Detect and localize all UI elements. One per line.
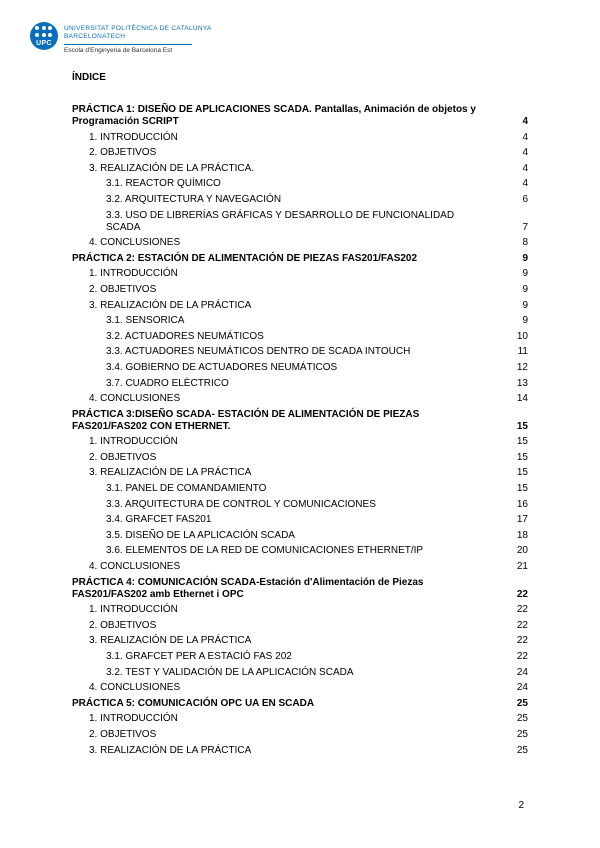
page-title: ÍNDICE [72, 72, 106, 83]
toc-entry-title: 3.3. ARQUITECTURA DE CONTROL Y COMUNICACIONES [106, 498, 376, 510]
toc-entry-page: 15 [516, 467, 528, 479]
toc-entry-page: 10 [516, 330, 528, 342]
toc-entry[interactable] [72, 698, 528, 710]
toc-entry-title: 3.4. GRAFCET FAS201 [106, 514, 212, 526]
toc-entry-page: 15 [516, 483, 528, 495]
toc-entry[interactable] [72, 237, 528, 249]
toc-entry-page: 25 [516, 728, 528, 740]
toc-entry-page: 16 [516, 498, 528, 510]
toc-entry[interactable] [72, 284, 528, 296]
toc-entry[interactable] [72, 604, 528, 616]
toc-entry-page: 4 [522, 116, 528, 127]
toc-entry[interactable] [72, 331, 528, 343]
toc-entry-title: 1. INTRODUCCIÓN [89, 713, 178, 725]
toc-entry-title: 3. REALIZACIÓN DE LA PRÁCTICA [89, 299, 252, 311]
toc-entry-title: 3.3. ACTUADORES NEUMÁTICOS DENTRO DE SCADA INTOUCH [106, 346, 411, 358]
toc-entry[interactable] [72, 346, 528, 358]
toc-entry-page: 9 [522, 268, 528, 280]
toc-entry-title: 2. OBJETIVOS [89, 283, 157, 295]
toc-entry[interactable] [72, 393, 528, 405]
toc-entry[interactable] [72, 436, 528, 448]
toc-entry-title: 3.6. ELEMENTOS DE LA RED DE COMUNICACIONES ETHERNET/IP [106, 545, 424, 557]
toc-entry-page: 9 [522, 315, 528, 327]
toc-entry-title: 2. OBJETIVOS [89, 147, 157, 159]
table-of-contents [72, 104, 528, 760]
toc-entry-page: 25 [516, 713, 528, 725]
toc-entry-page: 21 [516, 561, 528, 573]
toc-entry-page: 4 [522, 147, 528, 159]
toc-entry[interactable] [72, 499, 528, 511]
toc-entry-page: 9 [522, 283, 528, 295]
toc-entry[interactable] [72, 147, 528, 159]
logo-dots-icon [35, 26, 53, 38]
toc-entry-title: 3. REALIZACIÓN DE LA PRÁCTICA [89, 635, 252, 647]
toc-entry-title: 4. CONCLUSIONES [89, 682, 181, 694]
toc-entry-page: 15 [516, 451, 528, 463]
toc-entry-title: 3.7. CUADRO ELÈCTRICO [106, 377, 229, 389]
toc-entry-title: 3.1. REACTOR QUÍMICO [106, 178, 221, 190]
toc-entry[interactable] [72, 268, 528, 280]
toc-entry[interactable] [72, 467, 528, 479]
toc-entry[interactable] [72, 409, 528, 433]
toc-entry-title: 3.5. DISEÑO DE LA APLICACIÓN SCADA [106, 529, 295, 541]
toc-entry-title: PRÁCTICA 1: DISEÑO DE APLICACIONES SCADA. Pantallas, Animación de objetos y Programación SCRIPT [72, 104, 476, 127]
toc-entry-title: 1. INTRODUCCIÓN [89, 604, 178, 616]
toc-entry[interactable] [72, 300, 528, 312]
toc-entry-title: 3.1. PANEL DE COMANDAMIENTO [106, 483, 267, 495]
toc-entry-title: 3.2. ACTUADORES NEUMÁTICOS [106, 330, 264, 342]
toc-entry[interactable] [72, 163, 528, 175]
toc-entry-title: 1. INTRODUCCIÓN [89, 436, 178, 448]
logo-mark-text: UPC [36, 40, 52, 47]
toc-entry-title: 3. REALIZACIÓN DE LA PRÁCTICA [89, 467, 252, 479]
toc-entry-title: 4. CONCLUSIONES [89, 237, 181, 249]
toc-entry[interactable] [72, 362, 528, 374]
toc-entry[interactable] [72, 545, 528, 557]
toc-entry-title: 4. CONCLUSIONES [89, 561, 181, 573]
toc-entry-page: 13 [516, 377, 528, 389]
toc-entry-title: 2. OBJETIVOS [89, 451, 157, 463]
toc-entry-title: 3.1. SENSORICA [106, 315, 185, 327]
toc-entry-title: 3.2. ARQUITECTURA Y NAVEGACIÓN [106, 193, 282, 205]
toc-entry-page: 24 [516, 682, 528, 694]
toc-entry[interactable] [72, 577, 528, 601]
toc-entry-page: 18 [516, 529, 528, 541]
toc-entry-page: 22 [516, 588, 528, 600]
toc-entry[interactable] [72, 667, 528, 679]
toc-entry-page: 6 [522, 193, 528, 205]
toc-entry[interactable] [72, 682, 528, 694]
toc-entry[interactable] [72, 635, 528, 647]
toc-entry-page: 17 [516, 514, 528, 526]
toc-entry-title: PRÁCTICA 5: COMUNICACIÓN OPC UA EN SCADA [72, 697, 315, 709]
toc-entry-title: 3.4. GOBIERNO DE ACTUADORES NEUMÁTICOS [106, 361, 338, 373]
toc-entry-title: 2. OBJETIVOS [89, 728, 157, 740]
toc-entry[interactable] [72, 729, 528, 741]
toc-entry[interactable] [72, 514, 528, 526]
toc-entry-page: 4 [522, 131, 528, 143]
page-number: 2 [518, 800, 524, 811]
toc-entry-page: 4 [522, 178, 528, 190]
toc-entry[interactable] [72, 713, 528, 725]
toc-entry-page: 4 [522, 162, 528, 174]
toc-entry-title: 1. INTRODUCCIÓN [89, 131, 178, 143]
toc-entry-page: 7 [522, 221, 528, 233]
toc-entry[interactable] [72, 378, 528, 390]
toc-entry-page: 22 [516, 635, 528, 647]
toc-entry-title: 3.3. USO DE LIBRERÍAS GRÁFICAS Y DESARROLLO DE FUNCIONALIDAD SCADA [106, 209, 455, 233]
toc-entry[interactable] [72, 561, 528, 573]
school-name: Escola d'Enginyeria de Barcelona Est [64, 47, 173, 54]
toc-entry-title: 1. INTRODUCCIÓN [89, 268, 178, 280]
toc-entry-title: PRÁCTICA 3:DISEÑO SCADA- ESTACIÓN DE ALIMENTACIÓN DE PIEZAS FAS201/FAS202 CON ETHERNET. [72, 408, 420, 432]
toc-entry-page: 15 [516, 420, 528, 432]
toc-entry-title: 3.1. GRAFCET PER A ESTACIÓ FAS 202 [106, 651, 292, 662]
toc-entry-page: 22 [516, 651, 528, 662]
upc-logo [30, 22, 212, 58]
toc-entry[interactable] [72, 178, 528, 190]
toc-entry-title: 2. OBJETIVOS [89, 619, 157, 631]
toc-entry-page: 22 [516, 604, 528, 616]
toc-entry[interactable] [72, 651, 528, 663]
toc-entry-title: 3.2. TEST Y VALIDACIÓN DE LA APLICACIÓN SCADA [106, 666, 354, 678]
toc-entry-page: 8 [522, 237, 528, 249]
toc-entry-page: 9 [522, 299, 528, 311]
toc-entry[interactable] [72, 253, 528, 265]
university-name: UNIVERSITAT POLITÈCNICA DE CATALUNYA [64, 25, 212, 32]
toc-entry-page: 15 [516, 436, 528, 448]
toc-entry-page: 12 [516, 361, 528, 373]
toc-entry[interactable] [72, 210, 528, 234]
toc-entry[interactable] [72, 483, 528, 495]
toc-entry-title: 3. REALIZACIÓN DE LA PRÁCTICA. [89, 162, 255, 174]
toc-entry[interactable] [72, 745, 528, 757]
toc-entry-page: 20 [516, 545, 528, 557]
toc-entry-page: 9 [522, 252, 528, 264]
university-subname: BARCELONATECH [64, 33, 126, 40]
toc-entry-page: 25 [516, 744, 528, 756]
toc-entry-page: 14 [516, 393, 528, 405]
logo-divider [64, 44, 192, 45]
toc-entry-title: 3. REALIZACIÓN DE LA PRÁCTICA [89, 744, 252, 756]
toc-entry[interactable] [72, 132, 528, 144]
toc-entry[interactable] [72, 452, 528, 464]
toc-entry-page: 11 [517, 346, 528, 358]
toc-entry-title: 4. CONCLUSIONES [89, 393, 181, 405]
upc-logo-mark [30, 22, 58, 50]
toc-entry-title: PRÁCTICA 2: ESTACIÓN DE ALIMENTACIÓN DE PIEZAS FAS201/FAS202 [72, 252, 418, 264]
toc-entry[interactable] [72, 530, 528, 542]
logo-text [64, 25, 212, 55]
toc-entry[interactable] [72, 104, 528, 128]
toc-entry-page: 22 [516, 619, 528, 631]
toc-entry-title: PRÁCTICA 4: COMUNICACIÓN SCADA-Estación d'Alimentación de Piezas FAS201/FAS202 amb Ethernet i OPC [72, 576, 424, 600]
toc-entry[interactable] [72, 315, 528, 327]
toc-entry-page: 24 [516, 666, 528, 678]
toc-entry-page: 25 [516, 697, 528, 709]
toc-entry[interactable] [72, 620, 528, 632]
toc-entry[interactable] [72, 194, 528, 206]
